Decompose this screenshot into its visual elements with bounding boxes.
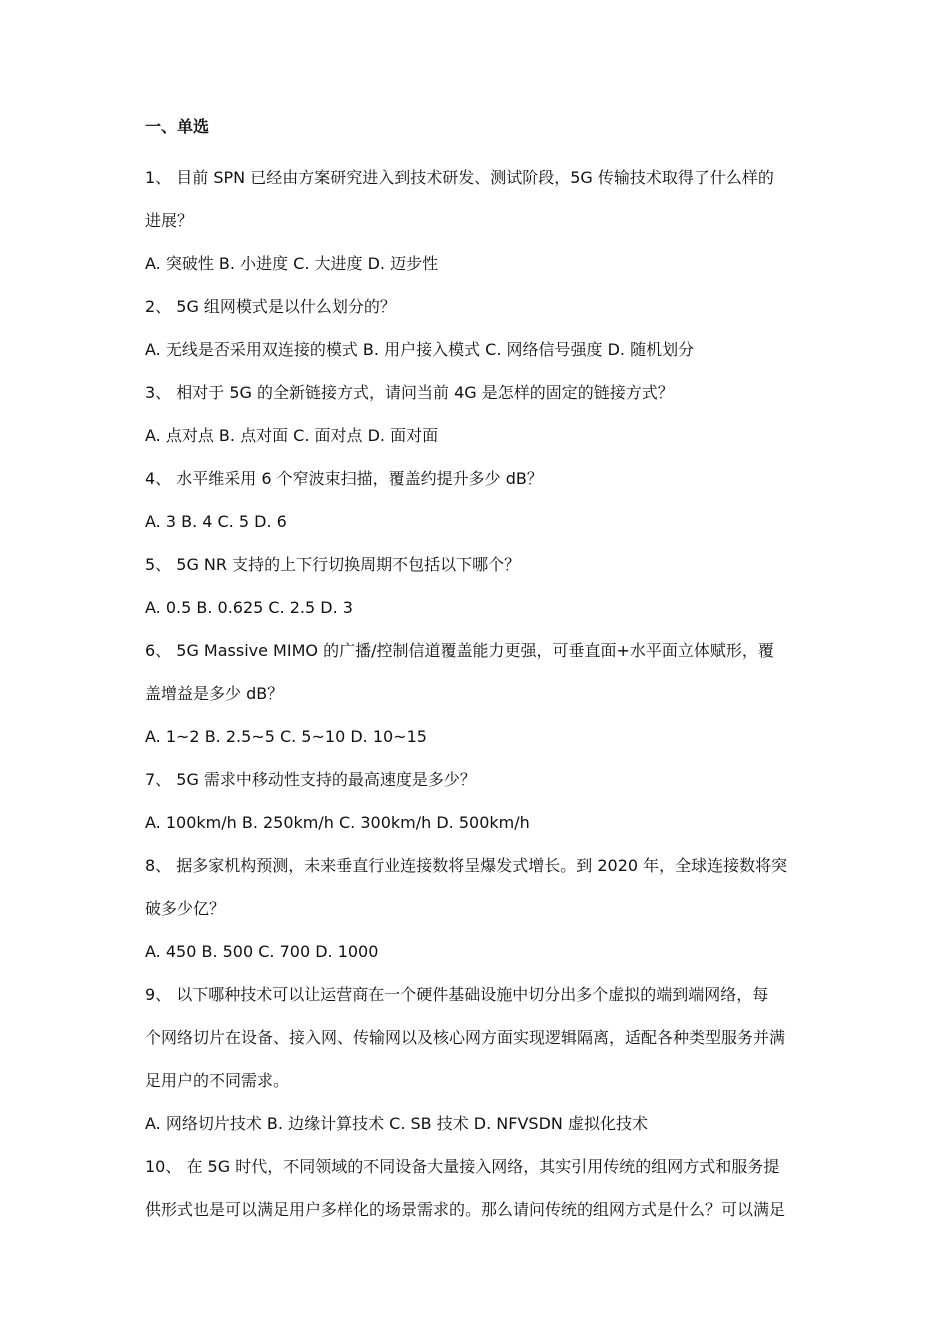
text-line: 7、 5G 需求中移动性支持的最高速度是多少？ xyxy=(145,770,476,789)
text-line: 10、 在 5G 时代，不同领域的不同设备大量接入网络，其实引用传统的组网方式和服务提 xyxy=(145,1157,780,1176)
text-line: 2、 5G 组网模式是以什么划分的？ xyxy=(145,297,396,316)
text-line: A. 100km/h B. 250km/h C. 300km/h D. 500km/h xyxy=(145,813,530,832)
text-line: A. 1~2 B. 2.5~5 C. 5~10 D. 10~15 xyxy=(145,727,427,746)
text-line: 8、 据多家机构预测，未来垂直行业连接数将呈爆发式增长。到 2020 年，全球连接数将突 xyxy=(145,856,788,875)
text-line: 9、 以下哪种技术可以让运营商在一个硬件基础设施中切分出多个虚拟的端到端网络，每 xyxy=(145,985,769,1004)
text-line: A. 网络切片技术 B. 边缘计算技术 C. SB 技术 D. NFVSDN 虚拟化技术 xyxy=(145,1114,648,1133)
text-line: 3、 相对于 5G 的全新链接方式，请问当前 4G 是怎样的固定的链接方式？ xyxy=(145,383,674,402)
text-line: A. 0.5 B. 0.625 C. 2.5 D. 3 xyxy=(145,598,353,617)
text-line: 1、 目前 SPN 已经由方案研究进入到技术研发、测试阶段，5G 传输技术取得了什么样的 xyxy=(145,168,774,187)
text-line: 破多少亿？ xyxy=(145,899,226,918)
text-line: 5、 5G NR 支持的上下行切换周期不包括以下哪个？ xyxy=(145,555,521,574)
text-line: A. 点对点 B. 点对面 C. 面对点 D. 面对面 xyxy=(145,426,439,445)
text-line: A. 无线是否采用双连接的模式 B. 用户接入模式 C. 网络信号强度 D. 随机划分 xyxy=(145,340,695,359)
text-line: 个网络切片在设备、接入网、传输网以及核心网方面实现逻辑隔离，适配各种类型服务并满 xyxy=(145,1028,786,1047)
text-line: 6、 5G Massive MIMO 的广播/控制信道覆盖能力更强，可垂直面+水平面立体赋形，覆 xyxy=(145,641,774,660)
document-page xyxy=(145,113,815,1231)
text-line: 盖增益是多少 dB？ xyxy=(145,684,284,703)
text-line: A. 突破性 B. 小进度 C. 大进度 D. 迈步性 xyxy=(145,254,439,273)
section-title: 一、单选 xyxy=(145,117,210,136)
text-line: 足用户的不同需求。 xyxy=(145,1071,290,1090)
question-list xyxy=(145,156,815,1231)
text-line: 供形式也是可以满足用户多样化的场景需求的。那么请问传统的组网方式是什么？可以满足 xyxy=(145,1200,786,1219)
text-line: A. 3 B. 4 C. 5 D. 6 xyxy=(145,512,287,531)
text-line: 进展？ xyxy=(145,211,194,230)
text-line: 4、 水平维采用 6 个窄波束扫描，覆盖约提升多少 dB？ xyxy=(145,469,543,488)
text-line: A. 450 B. 500 C. 700 D. 1000 xyxy=(145,942,379,961)
